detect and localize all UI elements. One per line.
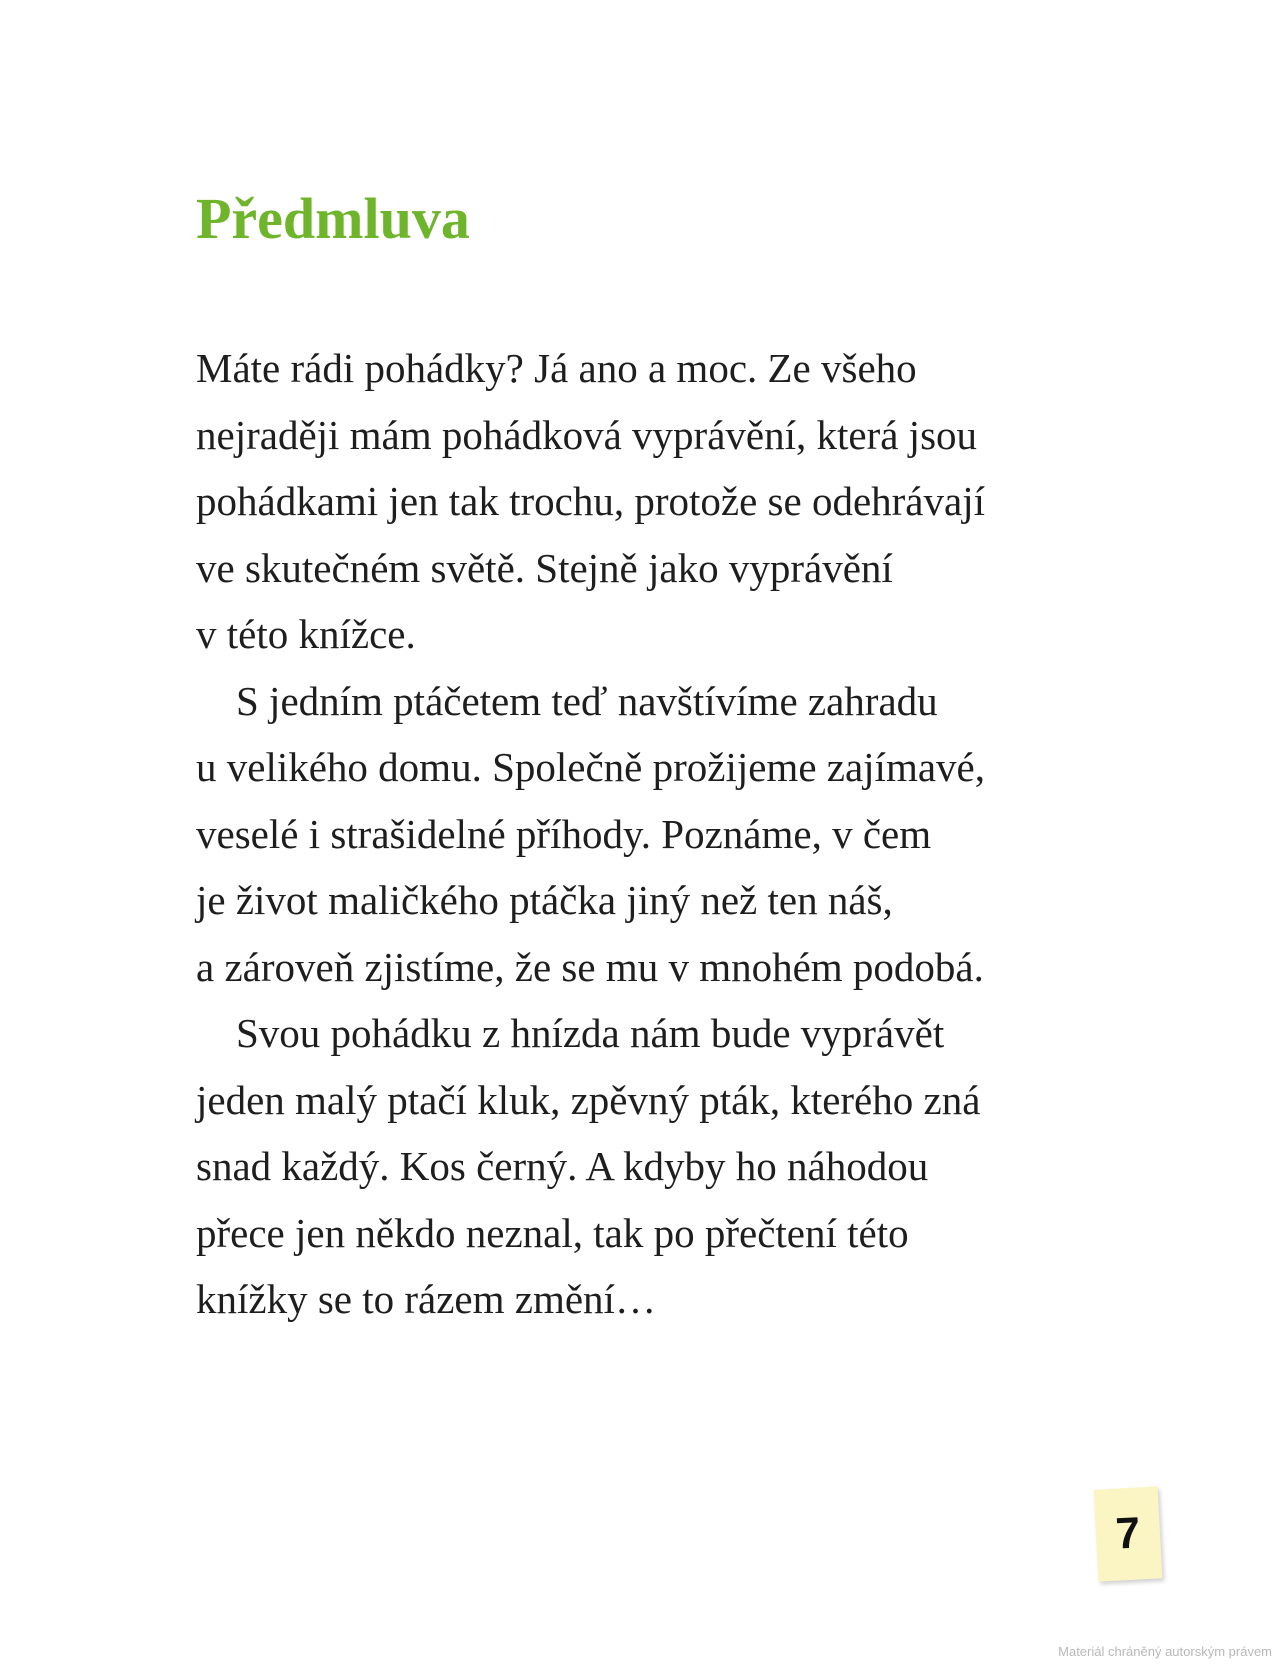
paragraph-3-line-5: knížky se to rázem změní…	[196, 1276, 656, 1322]
paragraph-2-line-1: S jedním ptáčetem teď navštívíme zahradu	[236, 677, 938, 724]
paragraph-3-line-1: Svou pohádku z hnízda nám bude vyprávět	[236, 1010, 945, 1056]
paragraph-2-line-2: u velikého domu. Společně prožijeme zajímavé,	[196, 744, 985, 790]
paragraph-2-line-5: a zároveň zjistíme, že se mu v mnohém podobá.	[196, 943, 984, 990]
page-number-tag	[1094, 1486, 1163, 1581]
page-number: 7	[1114, 1508, 1142, 1559]
paragraph-2-line-3: veselé i strašidelné příhody. Poznáme, v čem	[196, 810, 932, 857]
preface-text	[196, 335, 1156, 1333]
paragraph-1-line-4: ve skutečném světě. Stejně jako vyprávění	[196, 544, 893, 591]
copyright-watermark: Materiál chráněný autorským právem	[1058, 1644, 1272, 1659]
paragraph-2-line-4: je život maličkého ptáčka jiný než ten náš,	[196, 877, 893, 923]
page-title: Předmluva	[196, 186, 470, 251]
paragraph-3-line-4: přece jen někdo neznal, tak po přečtení této	[196, 1209, 909, 1256]
paragraph-1-line-5: v této knížce.	[196, 611, 416, 657]
paragraph-3-line-2: jeden malý ptačí kluk, zpěvný pták, kterého zná	[196, 1076, 981, 1123]
paragraph-1-line-1: Máte rádi pohádky? Já ano a moc. Ze všeho	[196, 345, 917, 391]
paragraph-1-line-3: pohádkami jen tak trochu, protože se odehrávají	[196, 478, 985, 524]
paragraph-1-line-2: nejraději mám pohádková vyprávění, která jsou	[196, 411, 978, 458]
paragraph-3-line-3: snad každý. Kos černý. A kdyby ho náhodou	[196, 1143, 929, 1189]
